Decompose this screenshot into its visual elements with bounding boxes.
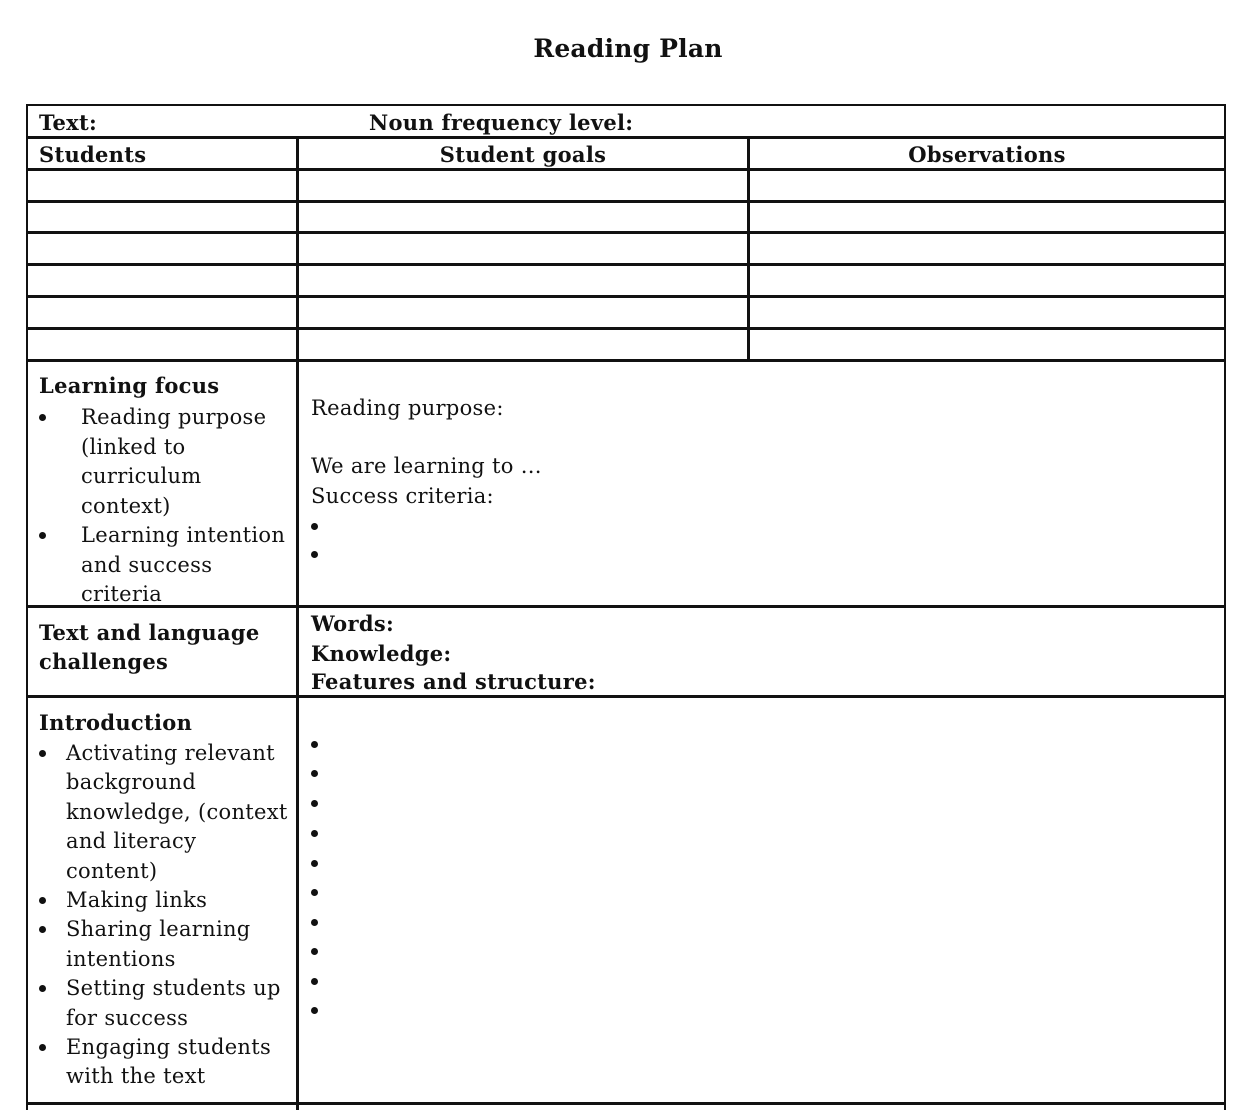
bullet-icon	[311, 551, 318, 558]
bullet-icon	[311, 770, 318, 777]
reading-purpose-label: Reading purpose:	[311, 396, 504, 420]
knowledge-label: Knowledge:	[311, 641, 452, 666]
bullet-icon	[311, 889, 318, 896]
list-item: Learning intention and success criteria	[39, 521, 294, 610]
introduction-heading: Introduction	[39, 710, 193, 735]
table-rule	[26, 695, 1226, 698]
list-item: Setting students up for success	[39, 974, 294, 1033]
bullet-icon	[311, 1007, 318, 1014]
bullet-icon	[311, 800, 318, 807]
words-label: Words:	[311, 611, 395, 636]
table-rule	[26, 263, 1226, 266]
column-rule	[296, 136, 299, 1110]
column-header-student-goals: Student goals	[439, 142, 607, 167]
bullet-icon	[39, 414, 46, 421]
bullet-icon	[311, 948, 318, 955]
table-rule	[26, 295, 1226, 298]
list-item: Activating relevant background knowledge, (context and literacy content)	[39, 739, 294, 886]
success-criteria-label: Success criteria:	[311, 484, 494, 508]
column-header-observations: Observations	[908, 142, 1066, 167]
bullet-icon	[311, 860, 318, 867]
table-rule	[26, 359, 1226, 362]
page-title: Reading Plan	[533, 34, 723, 63]
list-item: Making links	[39, 886, 294, 915]
bullet-icon	[39, 532, 46, 539]
learning-to-label: We are learning to …	[311, 454, 542, 478]
table-rule	[26, 327, 1226, 330]
bullet-icon	[39, 897, 46, 904]
bullet-icon	[39, 926, 46, 933]
bullet-icon	[311, 830, 318, 837]
text-label: Text:	[39, 110, 98, 135]
introduction-list	[39, 739, 294, 1092]
list-item: Reading purpose (linked to curriculum context)	[39, 403, 294, 521]
bullet-icon	[311, 741, 318, 748]
table-rule	[26, 1102, 1226, 1105]
bullet-icon	[311, 978, 318, 985]
learning-focus-heading: Learning focus	[39, 373, 220, 398]
bullet-icon	[311, 919, 318, 926]
table-rule	[26, 231, 1226, 234]
list-item: Sharing learning intentions	[39, 915, 294, 974]
list-item: Engaging students with the text	[39, 1033, 294, 1092]
learning-focus-list	[39, 403, 294, 610]
features-structure-label: Features and structure:	[311, 669, 596, 694]
bullet-icon	[39, 1044, 46, 1051]
challenges-heading-line1: Text and language	[39, 620, 260, 645]
bullet-icon	[39, 985, 46, 992]
table-rule	[26, 200, 1226, 203]
challenges-heading-line2: challenges	[39, 649, 169, 674]
bullet-icon	[311, 523, 318, 530]
noun-frequency-label: Noun frequency level:	[369, 110, 634, 135]
bullet-icon	[39, 750, 46, 757]
column-header-students: Students	[39, 142, 147, 167]
